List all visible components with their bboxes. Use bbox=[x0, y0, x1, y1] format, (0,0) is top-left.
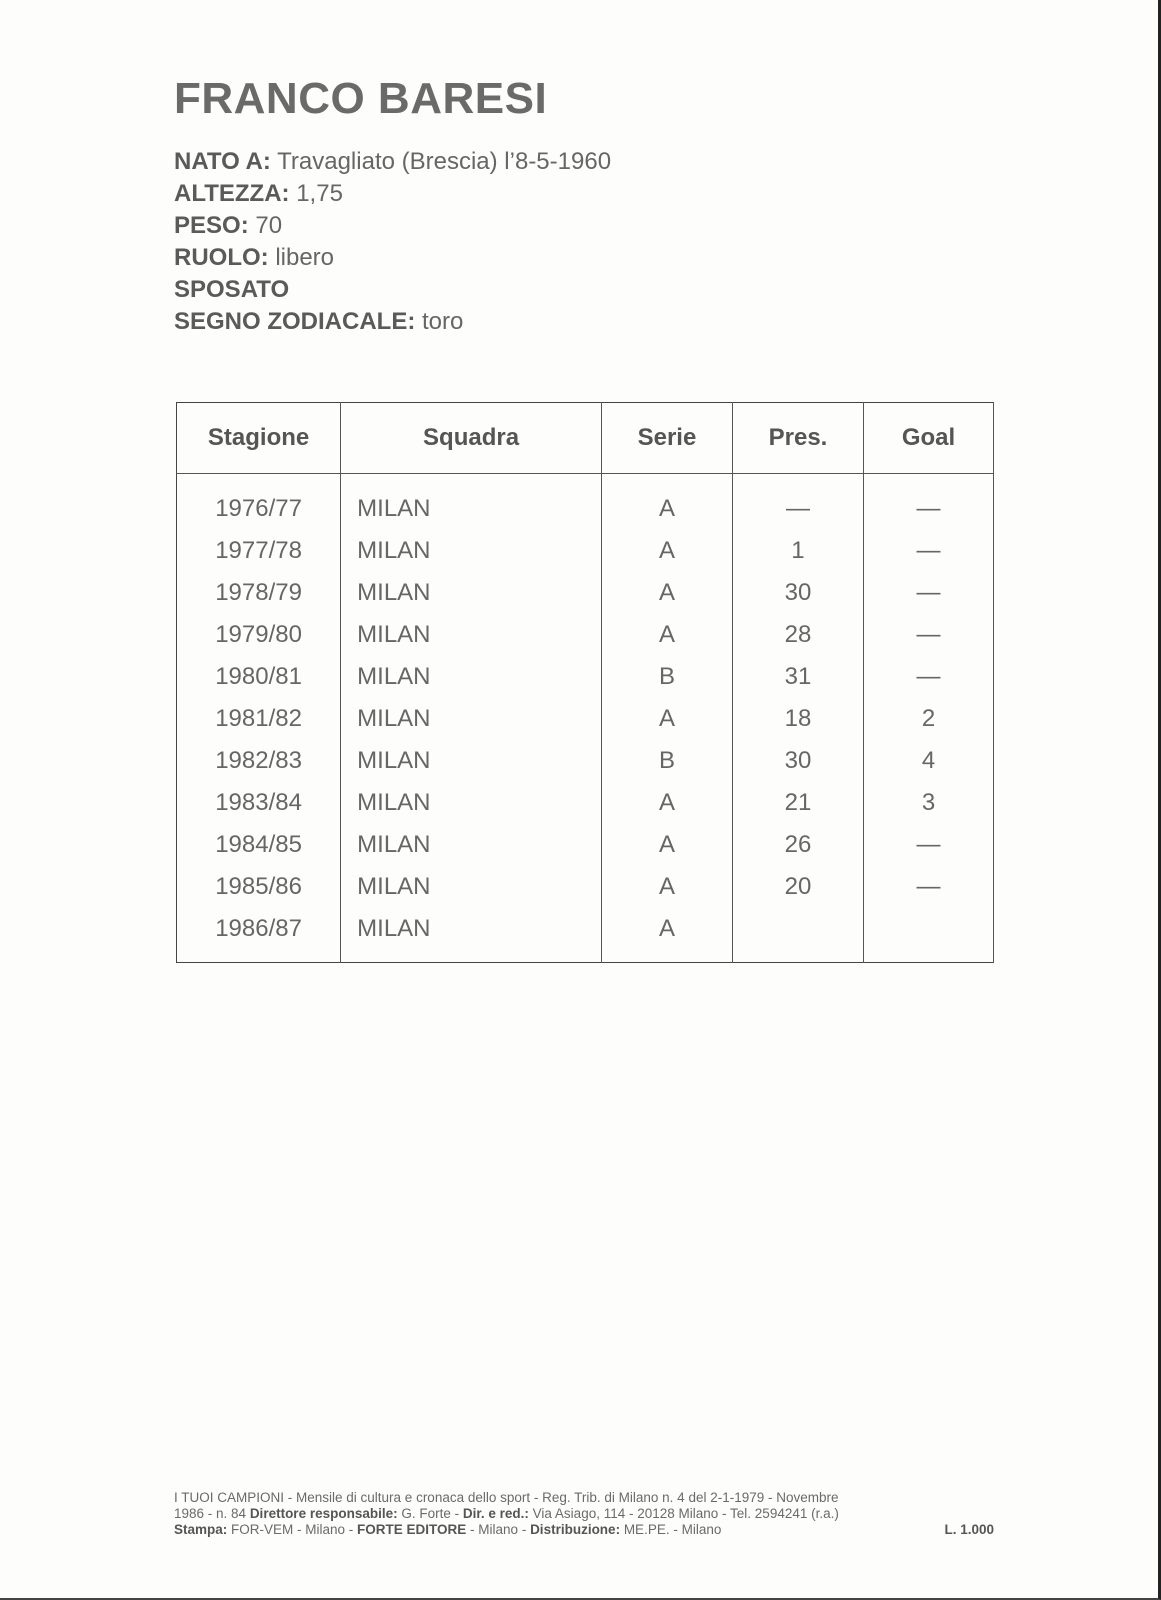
cell-pres: 31 bbox=[732, 656, 863, 698]
col-header-squadra: Squadra bbox=[341, 403, 602, 474]
col-header-serie: Serie bbox=[601, 403, 732, 474]
cell-stagione: 1985/86 bbox=[177, 866, 341, 908]
cell-goal: — bbox=[864, 614, 994, 656]
detail-value: libero bbox=[268, 244, 335, 271]
cell-squadra: MILAN bbox=[341, 782, 602, 824]
footer-text: FOR-VEM - Milano - bbox=[227, 1522, 358, 1537]
cell-squadra: MILAN bbox=[341, 474, 602, 531]
table-row bbox=[177, 782, 994, 824]
cell-goal: 2 bbox=[864, 698, 994, 740]
col-header-goal: Goal bbox=[864, 403, 994, 474]
cell-pres: 30 bbox=[732, 740, 863, 782]
table-header-row bbox=[177, 403, 994, 474]
table-body bbox=[177, 474, 994, 963]
footer-label: Dir. e red.: bbox=[462, 1506, 529, 1521]
player-details bbox=[174, 146, 611, 338]
cell-goal bbox=[864, 908, 994, 963]
cell-stagione: 1977/78 bbox=[177, 530, 341, 572]
footer-label: Distribuzione: bbox=[530, 1522, 621, 1537]
cell-squadra: MILAN bbox=[341, 824, 602, 866]
detail-weight bbox=[174, 210, 611, 242]
cell-serie: A bbox=[601, 824, 732, 866]
detail-label: SEGNO ZODIACALE: bbox=[174, 308, 416, 335]
cell-serie: A bbox=[601, 698, 732, 740]
detail-birth bbox=[174, 146, 611, 178]
cell-goal: — bbox=[864, 656, 994, 698]
detail-label: PESO: bbox=[174, 212, 249, 239]
cell-pres: 20 bbox=[732, 866, 863, 908]
cell-goal: 4 bbox=[864, 740, 994, 782]
cell-goal: 3 bbox=[864, 782, 994, 824]
table-row bbox=[177, 656, 994, 698]
footer-label: FORTE EDITORE bbox=[357, 1522, 467, 1537]
footer-label: Stampa: bbox=[174, 1522, 228, 1537]
footer-label: Direttore responsabile: bbox=[249, 1506, 398, 1521]
cell-serie: A bbox=[601, 572, 732, 614]
cell-serie: A bbox=[601, 782, 732, 824]
footer-text: - Milano - bbox=[466, 1522, 531, 1537]
cell-squadra: MILAN bbox=[341, 614, 602, 656]
footer-text: 1986 - n. 84 bbox=[174, 1506, 250, 1521]
table-row bbox=[177, 572, 994, 614]
table-row bbox=[177, 698, 994, 740]
cell-serie: A bbox=[601, 908, 732, 963]
footer-text: Via Asiago, 114 - 20128 Milano - Tel. 2594241 (r.a.) bbox=[528, 1506, 839, 1521]
detail-value: toro bbox=[415, 308, 464, 335]
cell-squadra: MILAN bbox=[341, 866, 602, 908]
cell-serie: A bbox=[601, 866, 732, 908]
cell-stagione: 1986/87 bbox=[177, 908, 341, 963]
table-row bbox=[177, 908, 994, 963]
cell-pres: — bbox=[732, 474, 863, 531]
cell-pres: 18 bbox=[732, 698, 863, 740]
cell-goal: — bbox=[864, 474, 994, 531]
cell-pres: 21 bbox=[732, 782, 863, 824]
table-row bbox=[177, 614, 994, 656]
cell-serie: B bbox=[601, 656, 732, 698]
cell-goal: — bbox=[864, 866, 994, 908]
table-row bbox=[177, 866, 994, 908]
cell-pres bbox=[732, 908, 863, 963]
detail-value: Travagliato (Brescia) l’8-5-1960 bbox=[270, 148, 612, 175]
cell-stagione: 1978/79 bbox=[177, 572, 341, 614]
detail-height bbox=[174, 178, 611, 210]
detail-label: SPOSATO bbox=[174, 276, 290, 303]
cell-stagione: 1976/77 bbox=[177, 474, 341, 531]
cell-squadra: MILAN bbox=[341, 530, 602, 572]
cell-squadra: MILAN bbox=[341, 698, 602, 740]
col-header-pres: Pres. bbox=[732, 403, 863, 474]
cell-serie: A bbox=[601, 474, 732, 531]
table-row bbox=[177, 530, 994, 572]
footer-line-2 bbox=[174, 1506, 994, 1522]
table-row bbox=[177, 474, 994, 531]
footer-text: ME.PE. - Milano bbox=[620, 1522, 722, 1537]
cell-pres: 30 bbox=[732, 572, 863, 614]
cell-squadra: MILAN bbox=[341, 740, 602, 782]
table-row bbox=[177, 824, 994, 866]
col-header-stagione: Stagione bbox=[177, 403, 341, 474]
cell-stagione: 1980/81 bbox=[177, 656, 341, 698]
detail-label: ALTEZZA: bbox=[174, 180, 290, 207]
detail-label: NATO A: bbox=[174, 148, 271, 175]
cell-serie: A bbox=[601, 614, 732, 656]
detail-role bbox=[174, 242, 611, 274]
cell-stagione: 1984/85 bbox=[177, 824, 341, 866]
cell-serie: A bbox=[601, 530, 732, 572]
cell-goal: — bbox=[864, 530, 994, 572]
cell-stagione: 1981/82 bbox=[177, 698, 341, 740]
cell-goal: — bbox=[864, 824, 994, 866]
detail-value: 1,75 bbox=[289, 180, 343, 207]
footer-line-1: I TUOI CAMPIONI - Mensile di cultura e cronaca dello sport - Reg. Trib. di Milano n. 4 del 2-1-1979 - Novembre bbox=[174, 1490, 839, 1505]
cell-pres: 1 bbox=[732, 530, 863, 572]
footer-line-3 bbox=[174, 1522, 994, 1538]
cell-stagione: 1979/80 bbox=[177, 614, 341, 656]
cell-stagione: 1982/83 bbox=[177, 740, 341, 782]
career-table bbox=[176, 402, 994, 963]
cell-squadra: MILAN bbox=[341, 656, 602, 698]
cell-pres: 26 bbox=[732, 824, 863, 866]
detail-value: 70 bbox=[248, 212, 283, 239]
cell-stagione: 1983/84 bbox=[177, 782, 341, 824]
detail-label: RUOLO: bbox=[174, 244, 269, 271]
cell-squadra: MILAN bbox=[341, 572, 602, 614]
detail-married bbox=[174, 274, 611, 306]
cell-serie: B bbox=[601, 740, 732, 782]
cell-squadra: MILAN bbox=[341, 908, 602, 963]
table-row bbox=[177, 740, 994, 782]
publication-footer bbox=[174, 1490, 994, 1538]
cell-pres: 28 bbox=[732, 614, 863, 656]
price: L. 1.000 bbox=[944, 1522, 994, 1537]
player-name: FRANCO BARESI bbox=[174, 74, 548, 123]
cell-goal: — bbox=[864, 572, 994, 614]
footer-text: G. Forte - bbox=[397, 1506, 463, 1521]
detail-zodiac bbox=[174, 306, 611, 338]
